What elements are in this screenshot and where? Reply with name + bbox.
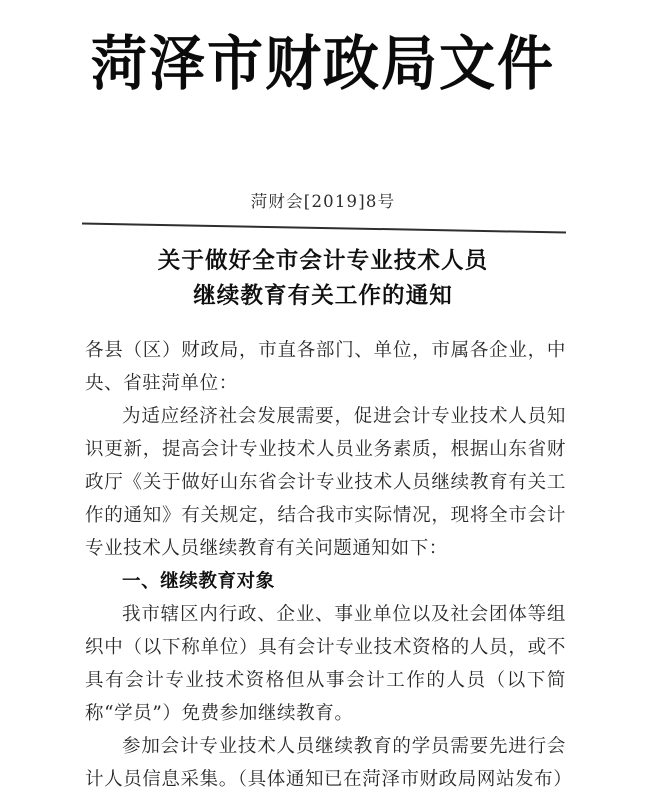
page-title	[0, 244, 646, 314]
section-paragraph-1: 我市辖区内行政、企业、事业单位以及社会团体等组织中（以下称单位）具有会计专业技术资格的人员，或不具有会计专业技术资格但从事会计工作的人员（以下简称“学员”）免费参加继续教育。	[85, 604, 566, 724]
page-title-line-1: 关于做好全市会计专业技术人员	[157, 248, 489, 274]
document-body	[85, 334, 573, 796]
salutation: 各县（区）财政局，市直各部门、单位，市属各企业，中央、省驻菏单位：	[85, 340, 566, 394]
document-number-row	[0, 188, 646, 212]
letterhead	[0, 28, 646, 99]
header-divider	[82, 218, 566, 236]
section-heading-1: 一、继续教育对象	[122, 571, 275, 592]
masthead-title: 菏泽市财政局文件	[91, 28, 555, 99]
body-paragraph-1: 为适应经济社会发展需要，促进会计专业技术人员知识更新，提高会计专业技术人员业务素质，根据山东省财政厅《关于做好山东省会计专业技术人员继续教育有关工作的通知》有关规定，结合我市实际情况，现将全市会计专业技术人员继续教育有关问题通知如下：	[85, 406, 566, 559]
section-paragraph-2: 参加会计专业技术人员继续教育的学员需要先进行会计人员信息采集。（具体通知已在菏泽市财政局网站发布）	[85, 736, 573, 790]
divider-rule-icon	[82, 218, 566, 236]
document-number: 菏财会[2019]8号	[250, 192, 396, 211]
page-title-line-2: 继续教育有关工作的通知	[193, 283, 453, 309]
